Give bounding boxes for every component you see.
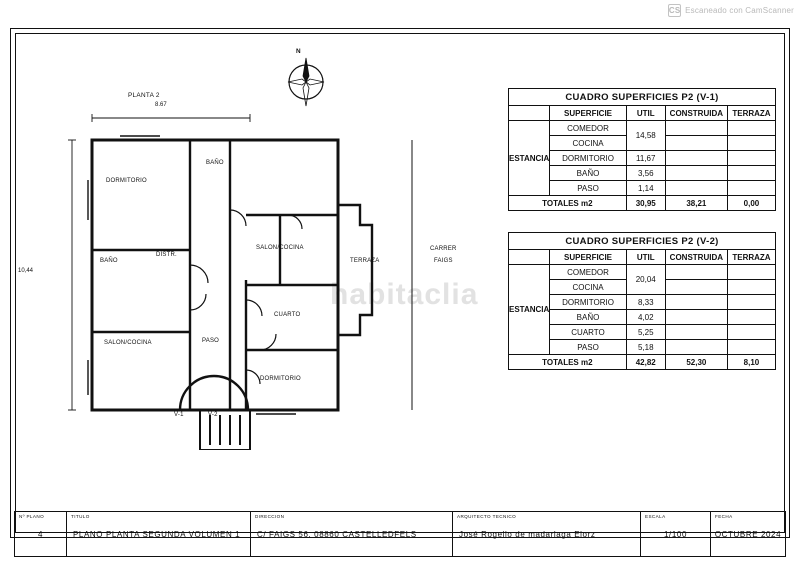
cell-util: 8,33 bbox=[626, 295, 665, 310]
room-label-cuarto: CUARTO bbox=[274, 312, 301, 318]
titleblock-field-direccion bbox=[251, 512, 453, 556]
floor-plan bbox=[18, 48, 480, 450]
room-label-distr: DISTR. bbox=[156, 252, 177, 258]
cell-construida bbox=[665, 310, 727, 325]
cell-terraza bbox=[727, 325, 775, 340]
cell-terraza bbox=[727, 136, 775, 151]
cell-terraza bbox=[727, 280, 775, 295]
camscanner-watermark bbox=[668, 4, 794, 17]
totals-label-v1: TOTALES m2 bbox=[509, 196, 627, 211]
dimension-top: 8.67 bbox=[155, 102, 167, 108]
titleblock-head-escala: ESCALA bbox=[645, 514, 666, 519]
col-header-util-v1: UTIL bbox=[626, 106, 665, 121]
titleblock-value-arquitecto: José Rogello de madarlaga Elorz bbox=[459, 530, 596, 539]
titleblock-head-fecha: FECHA bbox=[715, 514, 733, 519]
cell-superficie: COMEDOR bbox=[550, 265, 626, 280]
titleblock-value-fecha: OCTUBRE 2024 bbox=[714, 530, 782, 539]
cell-superficie: DORMITORIO bbox=[550, 151, 626, 166]
titleblock-value-direccion: C/ FAIGS 56, 08860 CASTELLEDFELS bbox=[257, 530, 417, 539]
table-totals-row bbox=[509, 196, 776, 211]
cell-superficie: PASO bbox=[550, 340, 626, 355]
cell-construida bbox=[665, 136, 727, 151]
table-title-v2: CUADRO SUPERFICIES P2 (V-2) bbox=[509, 233, 776, 250]
cell-construida bbox=[665, 265, 727, 280]
cell-superficie: PASO bbox=[550, 181, 626, 196]
cell-construida bbox=[665, 181, 727, 196]
cell-util: 5,25 bbox=[626, 325, 665, 340]
titleblock-value-titulo: PLANO PLANTA SEGUNDA VOLUMEN 1 bbox=[73, 530, 241, 539]
floor-plan-svg bbox=[60, 60, 480, 450]
cell-terraza bbox=[727, 340, 775, 355]
titleblock-field-numero-plano bbox=[15, 512, 67, 556]
cell-terraza bbox=[727, 310, 775, 325]
cell-terraza bbox=[727, 121, 775, 136]
cell-terraza bbox=[727, 166, 775, 181]
cell-util: 14,58 bbox=[626, 121, 665, 151]
floor-label: PLANTA 2 bbox=[128, 92, 160, 99]
titleblock-field-arquitecto bbox=[453, 512, 641, 556]
titleblock bbox=[14, 511, 786, 557]
col-header-superficie-v1: SUPERFICIE bbox=[550, 106, 626, 121]
door-label-v1: V-1 bbox=[174, 412, 184, 418]
cell-terraza bbox=[727, 265, 775, 280]
cell-superficie: CUARTO bbox=[550, 325, 626, 340]
cell-superficie: COCINA bbox=[550, 280, 626, 295]
cell-util: 3,56 bbox=[626, 166, 665, 181]
street-label-line1: CARRER bbox=[430, 246, 457, 252]
north-label: N bbox=[296, 48, 301, 55]
group-label-v1: ESTANCIA bbox=[509, 121, 550, 196]
room-label-salon-cocina-1: SALON/COCINA bbox=[256, 245, 304, 251]
surfaces-table-v1 bbox=[508, 88, 776, 211]
room-label-paso: PASO bbox=[202, 338, 220, 344]
cell-terraza bbox=[727, 151, 775, 166]
table-row bbox=[509, 265, 776, 280]
group-label-v2: ESTANCIA bbox=[509, 265, 550, 355]
cell-util: 5,18 bbox=[626, 340, 665, 355]
cell-util: 4,02 bbox=[626, 310, 665, 325]
titleblock-head-arquitecto: ARQUITECTO TECNICO bbox=[457, 514, 517, 519]
totals-label-v2: TOTALES m2 bbox=[509, 355, 627, 370]
cell-superficie: BAÑO bbox=[550, 310, 626, 325]
cell-superficie: DORMITORIO bbox=[550, 295, 626, 310]
totals-construida-v1: 38,21 bbox=[665, 196, 727, 211]
cell-superficie: BAÑO bbox=[550, 166, 626, 181]
cell-superficie: COCINA bbox=[550, 136, 626, 151]
cs-logo-icon: CS bbox=[668, 6, 681, 15]
titleblock-value-escala: 1/100 bbox=[663, 530, 688, 539]
room-label-dormitorio-1: DORMITORIO bbox=[106, 178, 147, 184]
room-label-terraza: TERRAZA bbox=[350, 258, 380, 264]
titleblock-field-titulo bbox=[67, 512, 251, 556]
compass-rose bbox=[278, 48, 334, 108]
titleblock-field-fecha bbox=[711, 512, 785, 556]
cell-superficie: COMEDOR bbox=[550, 121, 626, 136]
room-label-bano-2: BAÑO bbox=[100, 258, 118, 264]
cell-construida bbox=[665, 121, 727, 136]
totals-util-v1: 30,95 bbox=[626, 196, 665, 211]
cell-construida bbox=[665, 151, 727, 166]
door-label-v2: V-2 bbox=[208, 412, 218, 418]
totals-util-v2: 42,82 bbox=[626, 355, 665, 370]
cell-terraza bbox=[727, 295, 775, 310]
camscanner-watermark-text: Escaneado con CamScanner bbox=[685, 6, 794, 15]
street-label-line2: FAIGS bbox=[434, 258, 453, 264]
totals-construida-v2: 52,30 bbox=[665, 355, 727, 370]
titleblock-value-numero-plano: 4 bbox=[37, 530, 44, 539]
table-title-v1: CUADRO SUPERFICIES P2 (V-1) bbox=[509, 89, 776, 106]
col-header-construida-v1: CONSTRUIDA bbox=[665, 106, 727, 121]
titleblock-head-direccion: DIRECCION bbox=[255, 514, 285, 519]
titleblock-head-numero-plano: Nº PLANO bbox=[19, 514, 45, 519]
surfaces-table-v2 bbox=[508, 232, 776, 370]
room-label-salon-cocina-2: SALON/COCINA bbox=[104, 340, 152, 346]
totals-terraza-v1: 0,00 bbox=[727, 196, 775, 211]
cell-util: 11,67 bbox=[626, 151, 665, 166]
titleblock-field-escala bbox=[641, 512, 711, 556]
totals-terraza-v2: 8,10 bbox=[727, 355, 775, 370]
col-header-terraza-v1: TERRAZA bbox=[727, 106, 775, 121]
table-row bbox=[509, 121, 776, 136]
cell-construida bbox=[665, 166, 727, 181]
habitaclia-watermark: habitaclia bbox=[330, 278, 479, 311]
col-header-util-v2: UTIL bbox=[626, 250, 665, 265]
cell-util: 20,04 bbox=[626, 265, 665, 295]
titleblock-head-titulo: TITULO bbox=[71, 514, 90, 519]
col-header-superficie-v2: SUPERFICIE bbox=[550, 250, 626, 265]
col-header-construida-v2: CONSTRUIDA bbox=[665, 250, 727, 265]
room-label-bano-1: BAÑO bbox=[206, 160, 224, 166]
cell-terraza bbox=[727, 181, 775, 196]
table-totals-row bbox=[509, 355, 776, 370]
room-label-dormitorio-2: DORMITORIO bbox=[260, 376, 301, 382]
cell-construida bbox=[665, 280, 727, 295]
cell-construida bbox=[665, 295, 727, 310]
cell-construida bbox=[665, 340, 727, 355]
dimension-left: 10,44 bbox=[18, 268, 34, 274]
cell-util: 1,14 bbox=[626, 181, 665, 196]
cell-construida bbox=[665, 325, 727, 340]
col-header-terraza-v2: TERRAZA bbox=[727, 250, 775, 265]
